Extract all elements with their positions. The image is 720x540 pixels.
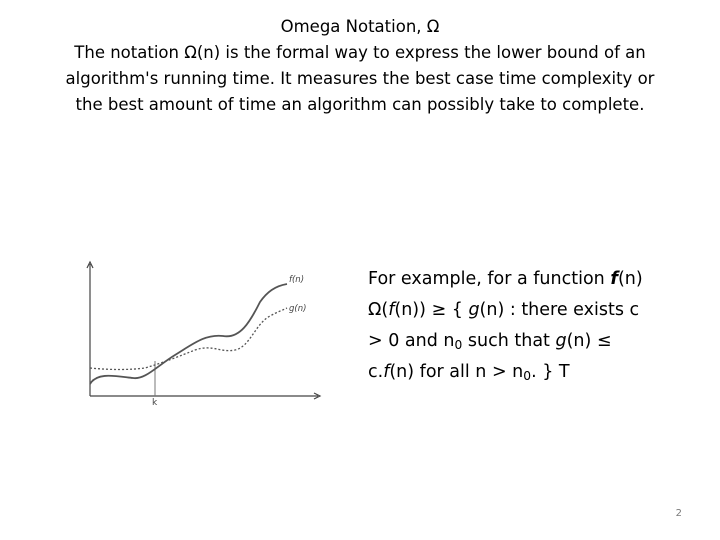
- g-curve-label: g(n): [289, 304, 307, 314]
- omega-graph-svg: [75, 258, 325, 410]
- page-number: 2: [675, 508, 682, 519]
- example-line-3: [368, 326, 688, 357]
- example-line-2: [368, 295, 688, 326]
- example-function-f: f: [610, 269, 618, 289]
- line-3-end: (n) ≤: [566, 331, 612, 351]
- line-3-mid: such that: [462, 331, 556, 351]
- f-curve-label: f(n): [289, 275, 305, 285]
- slide-header: [20, 14, 700, 118]
- omega-end: (n) : there exists c: [479, 300, 640, 320]
- line-3-subscript: 0: [454, 338, 463, 353]
- example-line-4: [368, 357, 688, 388]
- line-3-start: > 0 and n: [368, 331, 455, 351]
- omega-f: f: [388, 300, 395, 320]
- line-4-subscript: 0: [523, 369, 532, 384]
- description-line-1: The notation Ω(n) is the formal way to express the lower bound of an: [74, 43, 646, 62]
- omega-graph-figure: [75, 258, 325, 410]
- description-line-3: the best amount of time an algorithm can possibly take to complete.: [75, 95, 645, 114]
- example-line-1: [368, 264, 688, 295]
- slide-title: Omega Notation, Ω: [280, 17, 440, 36]
- line-4-end: . } T: [531, 362, 570, 382]
- line-4-start: c.: [368, 362, 384, 382]
- omega-mid: (n)) ≥ {: [394, 300, 469, 320]
- description-line-2: algorithm's running time. It measures the best case time complexity or: [65, 69, 655, 88]
- omega-g: g: [468, 300, 480, 320]
- omega-open: Ω(: [368, 300, 389, 320]
- example-line-1-suffix: (n): [617, 269, 643, 289]
- line-4-f: f: [383, 362, 390, 382]
- line-3-g: g: [555, 331, 567, 351]
- line-4-mid: (n) for all n > n: [389, 362, 524, 382]
- g-curve: [90, 308, 287, 370]
- k-marker-label: k: [152, 398, 158, 408]
- example-line-1-prefix: For example, for a function: [368, 269, 611, 289]
- example-text-block: [368, 264, 688, 388]
